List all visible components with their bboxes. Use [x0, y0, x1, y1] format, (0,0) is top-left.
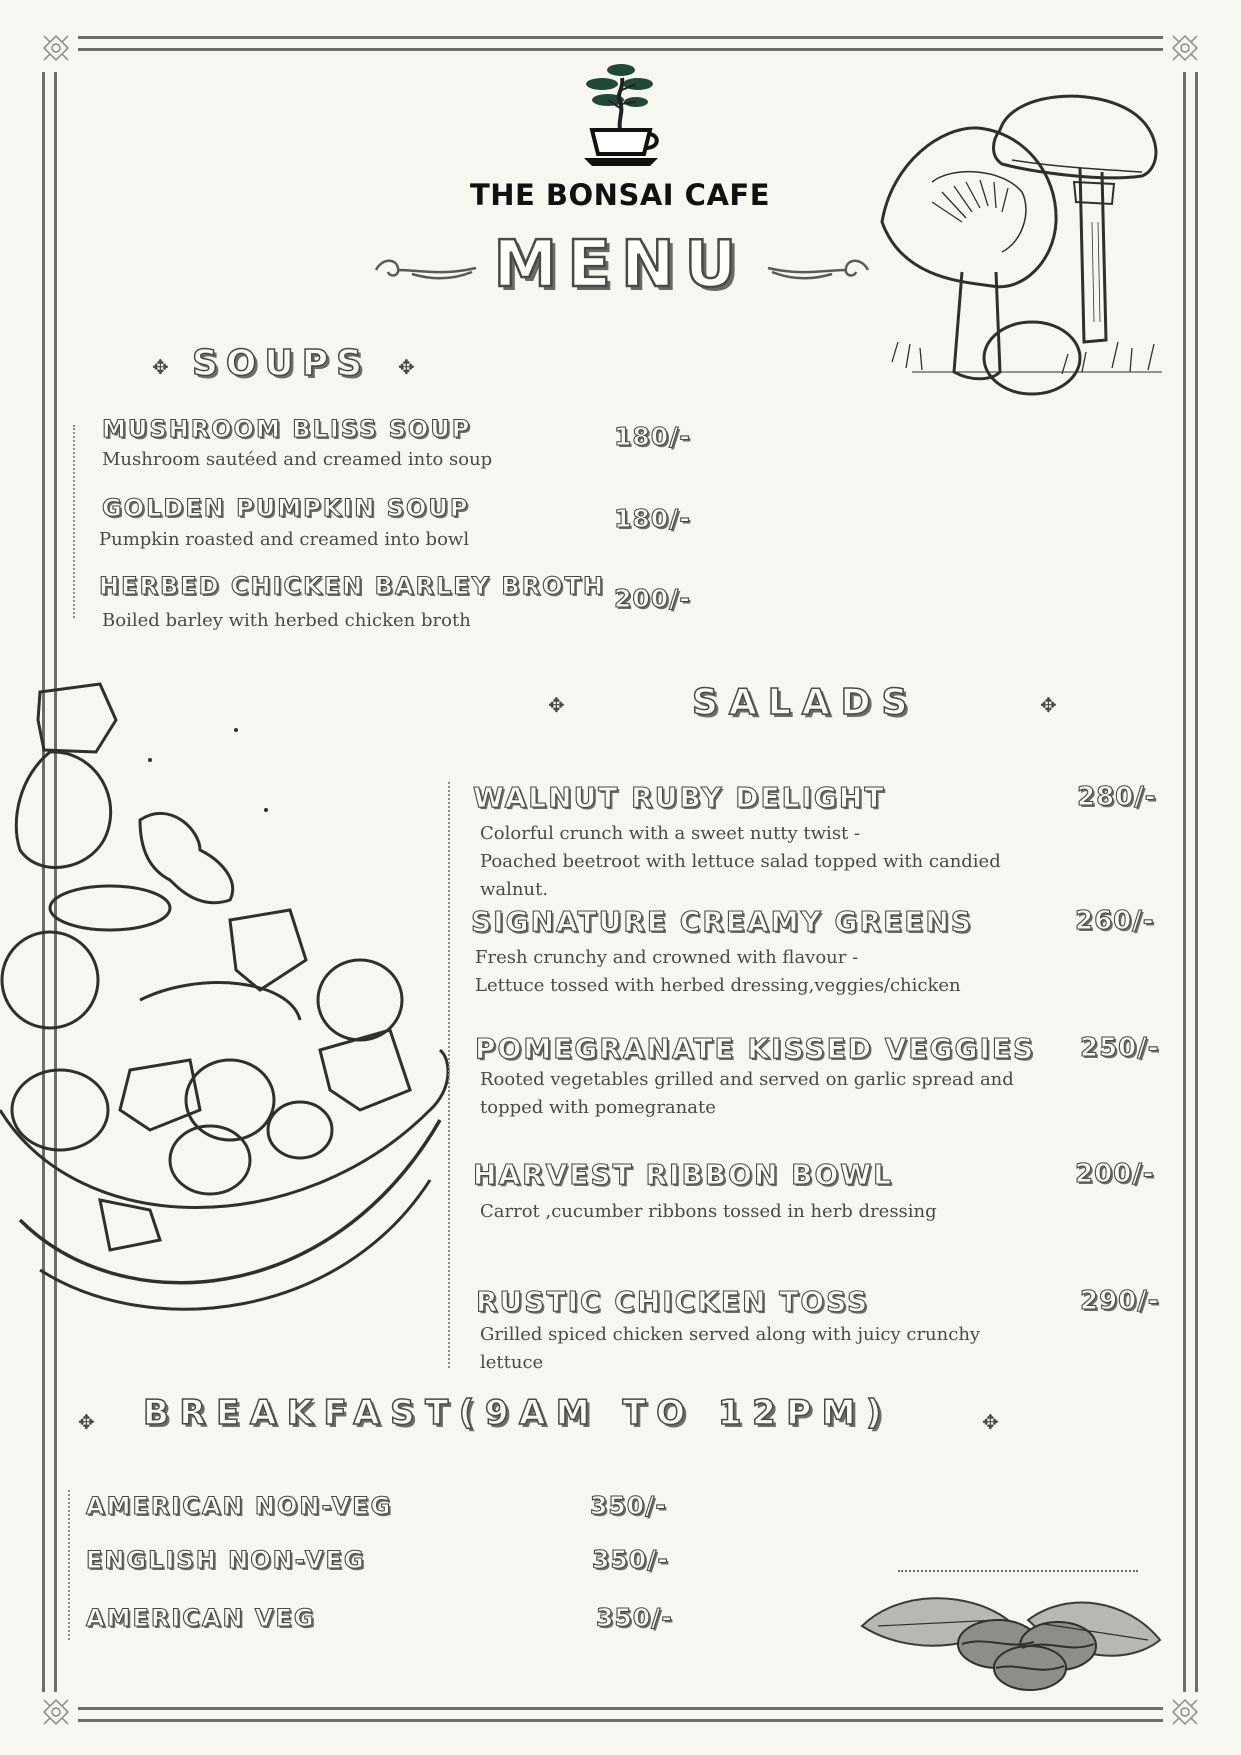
sparkle-icon: ✥	[398, 355, 415, 379]
soup-item-name: MUSHROOM BLISS SOUP	[102, 415, 472, 443]
mushroom-illustration	[862, 72, 1174, 430]
salad-item-price: 260/-	[1075, 906, 1155, 936]
soup-item-price: 180/-	[614, 422, 691, 451]
soup-item-description: Boiled barley with herbed chicken broth	[102, 610, 471, 631]
soup-item-price: 200/-	[614, 584, 691, 613]
salads-section-title: SALADS	[692, 682, 919, 723]
menu-title: MENU	[493, 228, 747, 302]
salad-item-name: POMEGRANATE KISSED VEGGIES	[475, 1032, 1036, 1065]
salad-item-description: Fresh crunchy and crowned with flavour - Lettuce tossed with herbed dressing,veggies/chicken	[475, 947, 961, 996]
frame-bottom-border	[78, 1707, 1163, 1722]
corner-ornament-icon	[41, 1697, 71, 1727]
breakfast-item-name: ENGLISH NON-VEG	[86, 1546, 366, 1574]
swirl-ornament-icon	[372, 250, 482, 290]
breakfast-item-price: 350/-	[596, 1603, 673, 1632]
salad-item-description: Grilled spiced chicken served along with juicy crunchy lettuce	[480, 1324, 981, 1373]
salad-item-description: Colorful crunch with a sweet nutty twist - Poached beetroot with lettuce salad topped with candied walnut.	[480, 823, 1001, 900]
soups-section-title: SOUPS	[192, 343, 371, 384]
dotted-divider	[68, 1490, 70, 1640]
salad-item-name: SIGNATURE CREAMY GREENS	[471, 905, 973, 938]
soup-item-description: Pumpkin roasted and creamed into bowl	[99, 529, 470, 550]
dotted-divider	[73, 425, 75, 618]
sparkle-icon: ✥	[152, 355, 169, 379]
breakfast-section-title: BREAKFAST(9AM TO 12PM)	[143, 1393, 893, 1433]
salad-item-name: HARVEST RIBBON BOWL	[473, 1158, 893, 1191]
breakfast-item-price: 350/-	[590, 1491, 667, 1520]
cafe-name: THE BONSAI CAFE	[469, 178, 771, 212]
salad-item-name: RUSTIC CHICKEN TOSS	[476, 1285, 870, 1318]
dotted-divider	[448, 782, 450, 1368]
soup-item-description: Mushroom sautéed and creamed into soup	[102, 449, 493, 470]
sparkle-icon: ✥	[78, 1410, 95, 1434]
breakfast-item-name: AMERICAN NON-VEG	[86, 1492, 393, 1520]
salad-item-description: Rooted vegetables grilled and served on garlic spread and topped with pomegranate	[480, 1069, 1014, 1118]
dotted-divider	[898, 1570, 1138, 1572]
salad-item-price: 200/-	[1075, 1159, 1155, 1189]
coffee-beans-illustration	[858, 1580, 1166, 1698]
corner-ornament-icon	[41, 33, 71, 63]
salad-item-price: 290/-	[1080, 1286, 1160, 1316]
salad-bowl-illustration	[0, 680, 456, 1340]
soup-item-name: HERBED CHICKEN BARLEY BROTH	[99, 572, 606, 600]
salad-item-price: 280/-	[1077, 782, 1157, 812]
sparkle-icon: ✥	[982, 1410, 999, 1434]
breakfast-item-name: AMERICAN VEG	[86, 1604, 316, 1632]
salad-item-price: 250/-	[1080, 1033, 1160, 1063]
frame-top-border	[78, 36, 1163, 51]
sparkle-icon: ✥	[548, 693, 565, 717]
frame-right-border	[1183, 72, 1198, 1692]
corner-ornament-icon	[1170, 1697, 1200, 1727]
sparkle-icon: ✥	[1040, 693, 1057, 717]
soup-item-name: GOLDEN PUMPKIN SOUP	[102, 494, 470, 522]
salad-item-description: Carrot ,cucumber ribbons tossed in herb dressing	[480, 1201, 937, 1222]
salad-item-name: WALNUT RUBY DELIGHT	[473, 781, 886, 814]
breakfast-item-price: 350/-	[592, 1545, 669, 1574]
bonsai-cup-logo-icon	[578, 58, 664, 170]
corner-ornament-icon	[1170, 33, 1200, 63]
swirl-ornament-icon	[762, 250, 872, 290]
soup-item-price: 180/-	[614, 504, 691, 533]
